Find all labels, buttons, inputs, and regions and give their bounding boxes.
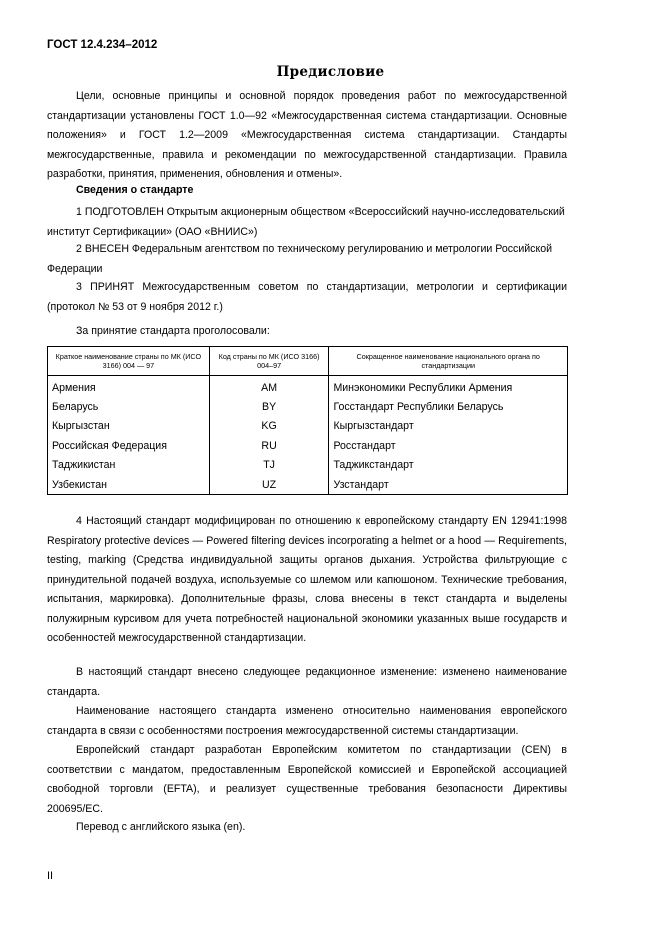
body-cell: Таджикстандарт: [329, 456, 568, 475]
standard-code-header: ГОСТ 12.4.234–2012: [47, 39, 158, 51]
table-row: [48, 456, 568, 475]
body-cell: Минэкономики Республики Армения: [329, 376, 568, 398]
country-cell: Армения: [48, 376, 210, 398]
code-cell: KG: [209, 417, 329, 436]
country-cell: Таджикистан: [48, 456, 210, 475]
code-cell: RU: [209, 436, 329, 455]
country-cell: Беларусь: [48, 397, 210, 416]
page-title: Предисловие: [276, 64, 385, 80]
info-heading: Сведения о стандарте: [76, 184, 194, 196]
column-header-code: Код страны по МК (ИСО 3166) 004–97: [209, 347, 329, 376]
body-cell: Росстандарт: [329, 436, 568, 455]
name-paragraph: Наименование настоящего стандарта изменено относительно наименования европейского стандарта в связи с особенностями построения межгосударственной системы стандартизации.: [47, 705, 567, 737]
item-2-paragraph: 2 ВНЕСЕН Федеральным агентством по техническому регулированию и метрологии Российской Федерации: [47, 243, 553, 275]
table-row: [48, 397, 568, 416]
table-row: [48, 417, 568, 436]
vote-caption: За принятие стандарта проголосовали:: [76, 325, 270, 337]
code-cell: AM: [209, 376, 329, 398]
translation-paragraph: Перевод с английского языка (en).: [76, 821, 246, 833]
body-cell: Узстандарт: [329, 475, 568, 495]
column-header-body: Сокращенное наименование национального органа по стандартизации: [329, 347, 568, 376]
code-cell: TJ: [209, 456, 329, 475]
intro-paragraph: Цели, основные принципы и основной порядок проведения работ по межгосударственной стандартизации установлены ГОСТ 1.0—92 «Межгосударственная система стандартизации. Основные положения» и ГОСТ 1.2—2009 «Межгосударственная система стандартизации. Стандарты межгосударственные, правила и рекомендации по межгосударственной стандартизации. Правила разработки, принятия, применения, обновления и отмены».: [47, 90, 567, 180]
cen-paragraph: Европейский стандарт разработан Европейским комитетом по стандартизации (CEN) в соответствии с мандатом, предоставленным Европейской комиссией и Европейской ассоциацией свободной торговли (EFTA), и реализует существенные требования безопасности Директивы 200695/EC.: [47, 744, 567, 815]
change-paragraph: В настоящий стандарт внесено следующее редакционное изменение: изменено наименование стандарта.: [47, 666, 567, 698]
body-cell: Госстандарт Республики Беларусь: [329, 397, 568, 416]
column-header-country: Краткое наименование страны по МК (ИСО 3166) 004 — 97: [48, 347, 210, 376]
country-cell: Российская Федерация: [48, 436, 210, 455]
voting-table: [47, 346, 568, 495]
body-cell: Кыргызстандарт: [329, 417, 568, 436]
item-1-paragraph: 1 ПОДГОТОВЛЕН Открытым акционерным обществом «Всероссийский научно-исследовательский институт Сертификации» (ОАО «ВНИИС»): [47, 206, 565, 238]
country-cell: Узбекистан: [48, 475, 210, 495]
page-number: II: [47, 870, 54, 882]
paragraph-4: 4 Настоящий стандарт модифицирован по отношению к европейскому стандарту EN 12941:1998 Respiratory protective devices — Powered filtering devices incorporating a helmet or a hood — Requirements, testing, marking (Средства индивидуальной защиты органов дыхания. Устройства фильтрующие с принудительной подачей воздуха, используемые со шлемом или капюшоном. Технические требования, испытания, маркировка). Дополнительные фразы, слова внесены в текст стандарта и выделены полужирным курсивом для учета потребностей национальной экономики указанных выше государств и особенностей межгосударственной стандартизации.: [47, 515, 567, 644]
table-row: [48, 475, 568, 495]
code-cell: BY: [209, 397, 329, 416]
item-3-paragraph: 3 ПРИНЯТ Межгосударственным советом по стандартизации, метрологии и сертификации (протокол № 53 от 9 ноября 2012 г.): [47, 281, 567, 313]
table-row: [48, 436, 568, 455]
country-cell: Кыргызстан: [48, 417, 210, 436]
table-header-row: [48, 347, 568, 376]
code-cell: UZ: [209, 475, 329, 495]
table-row: [48, 376, 568, 398]
